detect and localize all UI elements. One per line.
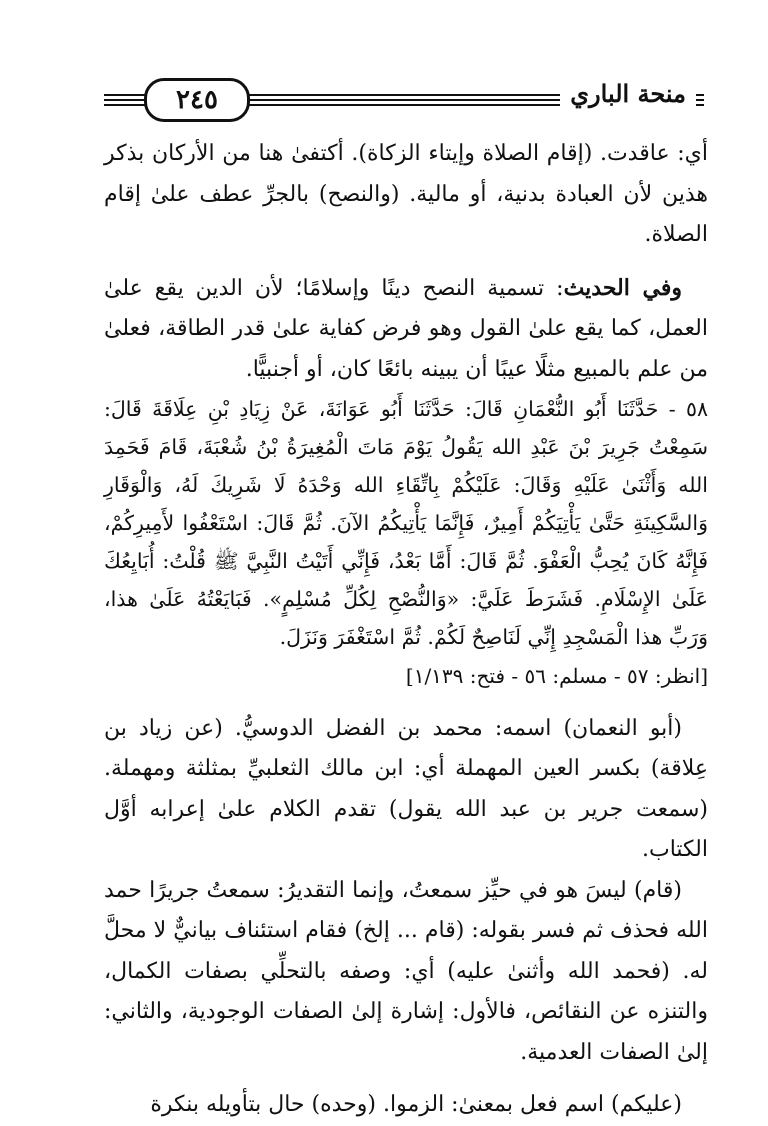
paragraph-5: (عليكم) اسم فعل بمعنىٰ: الزموا. (وحده) حال بتأويله بنكرة (150, 1092, 682, 1117)
paragraph-1: أي: عاقدت. (إقام الصلاة وإيتاء الزكاة). أكتفىٰ هنا من الأركان بذكر هذين لأن العبادة بدنية، أو مالية. (والنصح) بالجرِّ عطف علىٰ إقام الصلاة. (104, 141, 708, 247)
book-title: منحة الباري (560, 72, 696, 118)
paragraph-3: (أبو النعمان) اسمه: محمد بن الفضل الدوسيُّ. (عن زياد بن عِلاقة) بكسر العين المهملة أي: ابن مالك الثعلبيِّ بمثلثة ومهملة. (سمعت جرير بن عبد الله يقول) تقدم الكلام علىٰ إعرابه أوَّل الكتاب. (104, 715, 708, 862)
page-header (104, 72, 704, 128)
page-body (104, 134, 708, 1126)
hadith-reference: [انظر: ٥٧ - مسلم: ٥٦ - فتح: ١/١٣٩] (405, 664, 708, 688)
paragraph-4: (قام) ليسَ هو في حيِّز سمعتُ، وإنما التقديرُ: سمعتُ جريرًا حمد الله فحذف ثم فسر بقوله: (قام ... إلخ) فقام استئناف بيانيٌّ لا محلَّ له. (فحمد الله وأثنىٰ عليه) أي: وصفه بالتحلِّي بصفات الكمال، والتنزه عن النقائص، فالأول: إشارة إلىٰ الصفات الوجودية، والثاني: إلىٰ الصفات العدمية. (104, 877, 708, 1065)
hadith-text: ٥٨ - حَدَّثَنَا أَبُو النُّعْمَانِ قَالَ: حَدَّثَنَا أَبُو عَوَانَةَ، عَنْ زِيَادِ بْنِ عِلَاقَةَ قَالَ: سَمِعْتُ جَرِيرَ بْنَ عَبْدِ الله يَقُولُ يَوْمَ مَاتَ الْمُغِيرَةُ بْنُ شُعْبَةَ، قَامَ فَحَمِدَ الله وَأَثْنَىٰ عَلَيْهِ وَقَالَ: عَلَيْكُمْ بِاتِّقَاءِ الله وَحْدَهُ لَا شَرِيكَ لَهُ، وَالْوَقَارِ وَالسَّكِينَةِ حَتَّىٰ يَأْتِيَكُمْ أَمِيرٌ، فَإِنَّمَا يَأْتِيكُمُ الآنَ. ثُمَّ قَالَ: اسْتَعْفُوا لأَمِيرِكُمْ، فَإِنَّهُ كَانَ يُحِبُّ الْعَفْوَ. ثُمَّ قَالَ: أَمَّا بَعْدُ، فَإِنِّي أَتَيْتُ النَّبِيَّ ﷺ قُلْتُ: أُبَايِعُكَ عَلَىٰ الإِسْلَامِ. فَشَرَطَ عَلَيَّ: «وَالنُّصْحِ لِكُلِّ مُسْلِمٍ». فَبَايَعْتُهُ عَلَىٰ هذا، وَرَبِّ هذا الْمَسْجِدِ إِنِّي لَنَاصِحٌ لَكُمْ. ثُمَّ اسْتَغْفَرَ وَنَزَلَ. (104, 397, 708, 649)
page-number: ٢٤٥ (144, 78, 250, 122)
paragraph-2-text: : تسمية النصح دينًا وإسلامًا؛ لأن الدين يقع علىٰ العمل، كما يقع علىٰ القول وهو فرض كفاية علىٰ قدر الطاقة، فعلىٰ من علم بالمبيع مثلًا عيبًا أن يبينه بائعًا كان، أو أجنبيًّا. (104, 275, 708, 382)
paragraph-2 (104, 268, 708, 391)
paragraph-2-lead: وفي الحديث (563, 274, 682, 301)
